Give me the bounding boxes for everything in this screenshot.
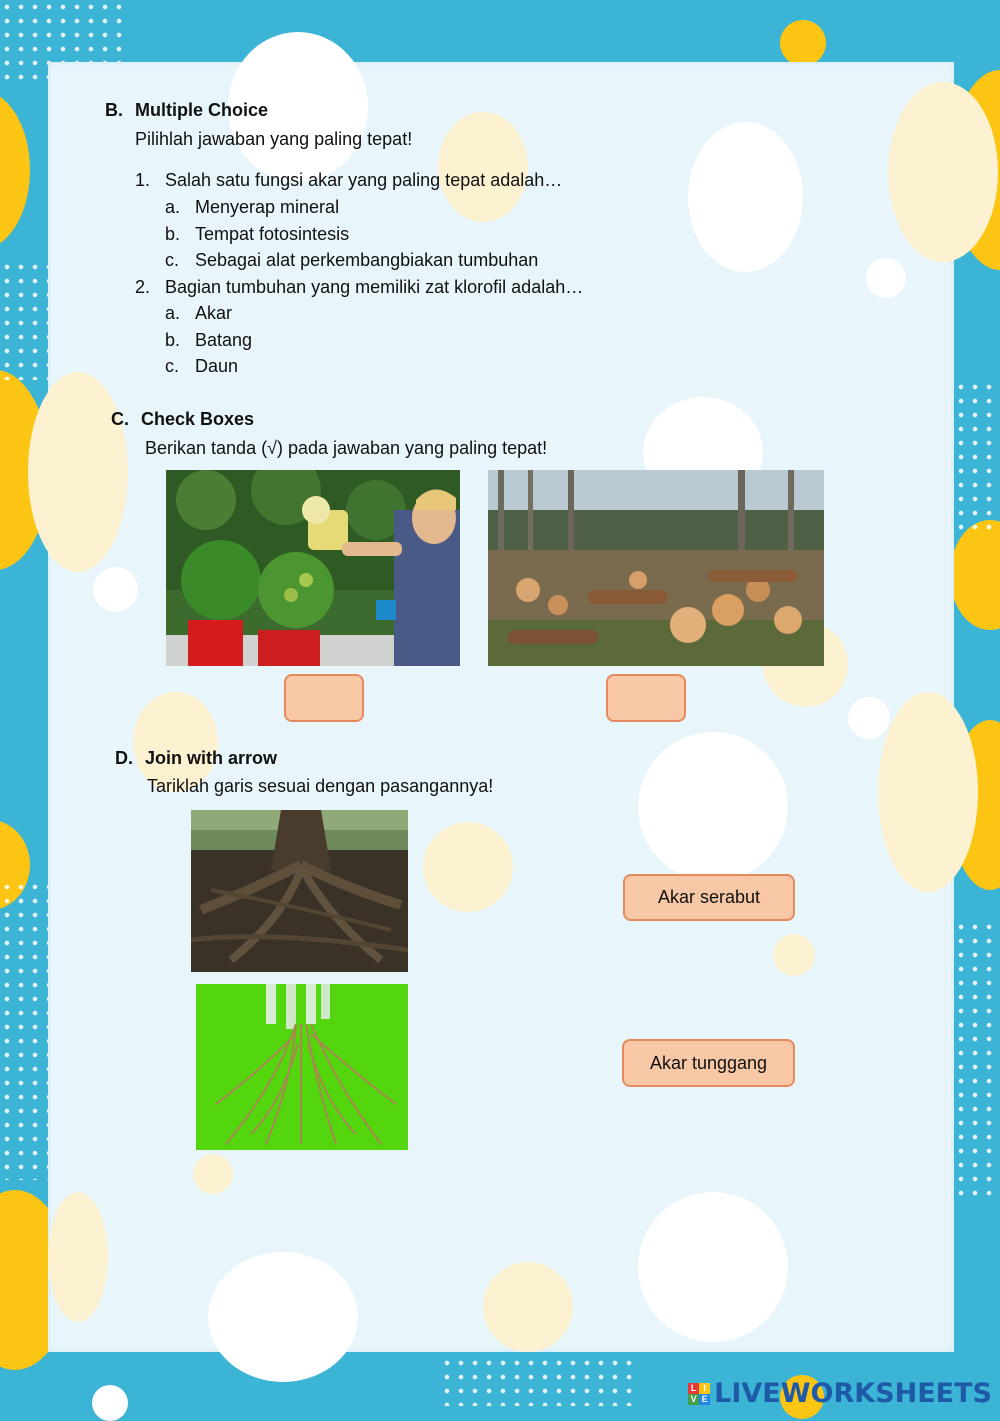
photo-child-watering-plants [166,470,460,666]
liveworksheets-badge-icon: L I V E [688,1383,710,1405]
option-text[interactable]: Daun [195,356,239,376]
liveworksheets-wordmark: LIVEWORKSHEETS [714,1378,992,1409]
option-letter: b. [165,224,181,244]
photo-tree-roots[interactable] [191,810,408,972]
section-d-title: Join with arrow [145,748,278,768]
option-letter: c. [165,356,180,376]
answer-akar-tunggang[interactable]: Akar tunggang [622,1039,795,1087]
question-text: Bagian tumbuhan yang memiliki zat klorofil adalah… [165,277,584,297]
option-letter: b. [165,330,181,350]
section-c-letter: C. [111,409,129,429]
section-b-letter: B. [105,100,123,120]
checkbox-answer-right[interactable] [606,674,686,722]
option-text[interactable]: Tempat fotosintesis [195,224,350,244]
section-c-instruction: Berikan tanda (√) pada jawaban yang paling tepat! [145,438,548,458]
photo-fibrous-roots[interactable] [196,984,408,1150]
section-b-title: Multiple Choice [135,100,269,120]
option-text[interactable]: Menyerap mineral [195,197,340,217]
option-text[interactable]: Batang [195,330,253,350]
question-text: Salah satu fungsi akar yang paling tepat adalah… [165,170,563,190]
section-b-instruction: Pilihlah jawaban yang paling tepat! [135,129,413,149]
option-letter: a. [165,303,181,323]
liveworksheets-logo [688,1378,992,1409]
option-text[interactable]: Sebagai alat perkembangbiakan tumbuhan [195,250,539,270]
question-number: 1. [135,170,151,190]
section-d-instruction: Tariklah garis sesuai dengan pasangannya! [147,776,494,796]
section-c-title: Check Boxes [141,409,255,429]
option-letter: a. [165,197,181,217]
option-text[interactable]: Akar [195,303,233,323]
photo-cut-logs-forest [488,470,824,666]
question-number: 2. [135,277,151,297]
option-letter: c. [165,250,180,270]
section-d-letter: D. [115,748,133,768]
answer-akar-serabut[interactable]: Akar serabut [623,874,795,921]
checkbox-answer-left[interactable] [284,674,364,722]
